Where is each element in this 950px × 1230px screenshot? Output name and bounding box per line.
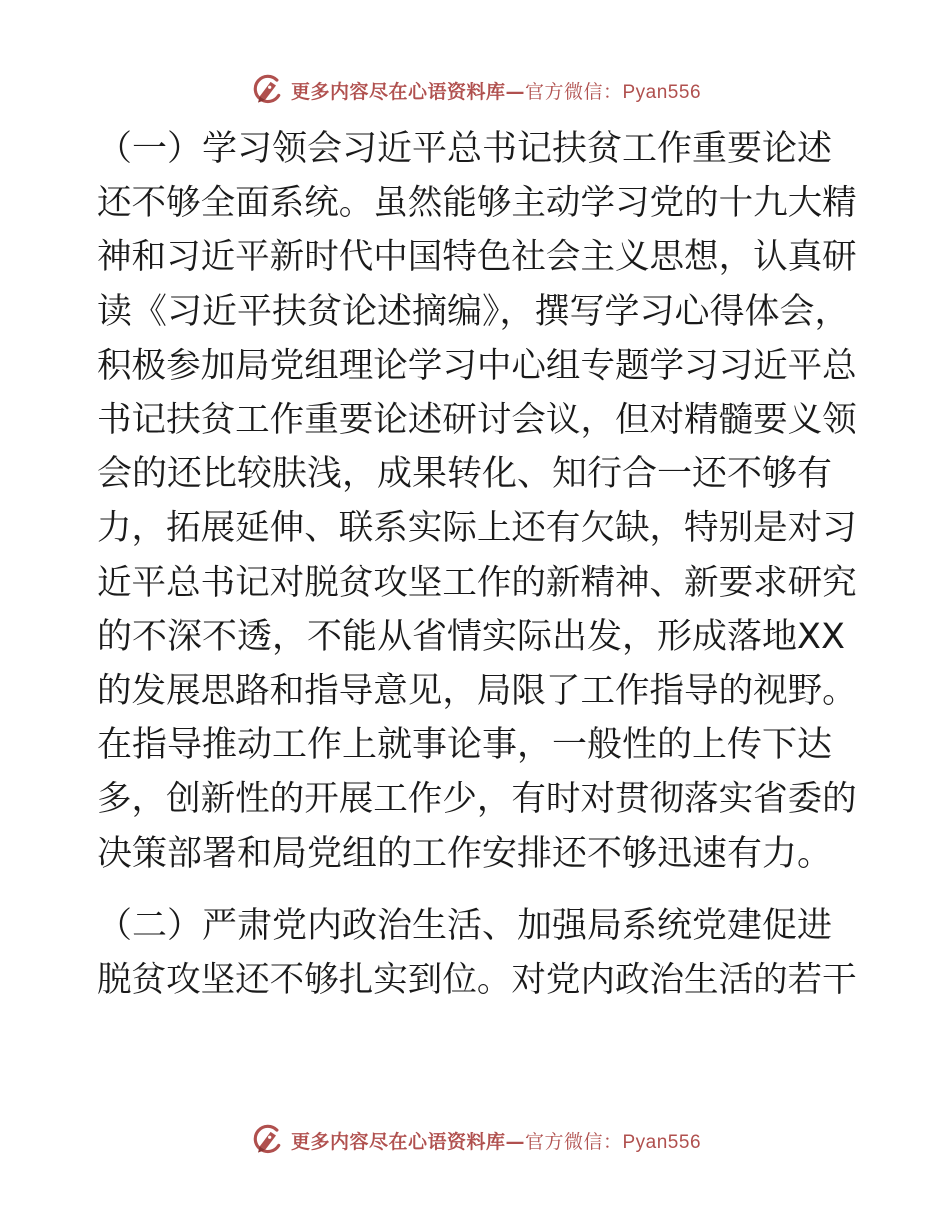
footer-banner (0, 1118, 950, 1162)
paragraph-2 (97, 899, 857, 1007)
text-line: 近平总书记对脱贫攻坚工作的新精神、新要求研究 (97, 562, 857, 603)
paragraph-1 (97, 122, 857, 881)
text-line: 的发展思路和指导意见，局限了工作指导的视野。 (97, 671, 857, 712)
banner-slogan: 更多内容尽在心语资料库 (290, 80, 506, 103)
wechat-label: 官方微信： (524, 1130, 623, 1153)
text-line: 会的还比较肤浅，成果转化、知行合一还不够有 (97, 454, 833, 495)
banner-dash: — (505, 1130, 525, 1153)
text-line: （二）严肃党内政治生活、加强局系统党建促进 (97, 905, 833, 946)
text-line: 的不深不透，不能从省情实际出发，形成落地XX (97, 616, 845, 657)
header-banner (0, 68, 950, 112)
text-line: 读《习近平扶贫论述摘编》，撰写学习心得体会， (97, 291, 850, 332)
wechat-label: 官方微信： (524, 80, 623, 103)
text-line: 多，创新性的开展工作少，有时对贯彻落实省委的 (97, 779, 857, 820)
text-line: 还不够全面系统。虽然能够主动学习党的十九大精 (97, 183, 857, 224)
text-line: 决策部署和局党组的工作安排还不够迅速有力。 (97, 833, 833, 874)
text-line: 脱贫攻坚还不够扎实到位。对党内政治生活的若干 (97, 960, 857, 1001)
banner-slogan: 更多内容尽在心语资料库 (290, 1130, 506, 1153)
banner-text (291, 77, 701, 104)
text-line: 神和习近平新时代中国特色社会主义思想，认真研 (97, 237, 857, 278)
wechat-id: Pyan556 (622, 1131, 702, 1153)
text-line: 力，拓展延伸、联系实际上还有欠缺，特别是对习 (97, 508, 857, 549)
wechat-id: Pyan556 (622, 81, 702, 103)
text-line: 书记扶贫工作重要论述研讨会议，但对精髓要义领 (97, 400, 857, 441)
document-body (97, 122, 857, 1007)
text-line: （一）学习领会习近平总书记扶贫工作重要论述 (97, 129, 833, 169)
banner-text (291, 1127, 701, 1154)
text-line: 积极参加局党组理论学习中心组专题学习习近平总 (97, 345, 857, 386)
text-line: 在指导推动工作上就事论事，一般性的上传下达 (97, 725, 833, 766)
pen-nib-logo-icon (249, 72, 285, 108)
banner-dash: — (505, 80, 525, 103)
pen-nib-logo-icon (249, 1122, 285, 1158)
